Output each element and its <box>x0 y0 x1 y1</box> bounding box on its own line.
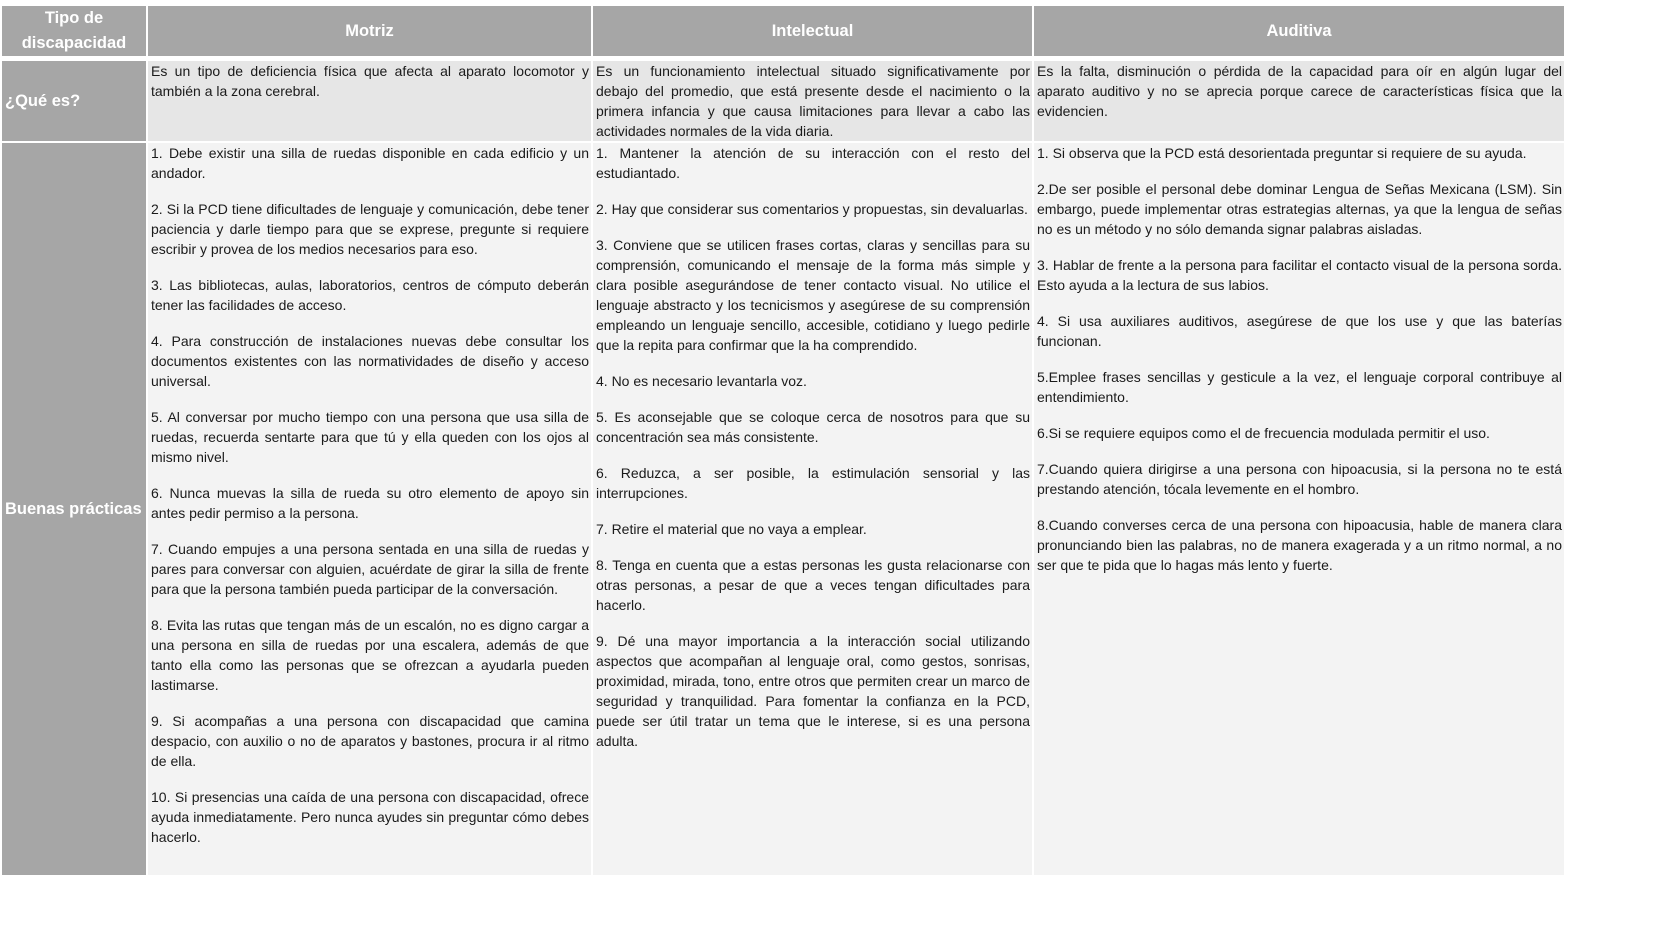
practice-item: 5. Al conversar por mucho tiempo con una persona que usa silla de ruedas, recuerda sentarte para que tú y ella queden con los ojos al mismo nivel. <box>151 409 589 465</box>
practice-item: 10. Si presencias una caída de una persona con discapacidad, ofrece ayuda inmediatamente. Pero nunca ayudes sin preguntar cómo debes hacerlo. <box>151 789 589 845</box>
practice-item: 2. Hay que considerar sus comentarios y propuestas, sin devaluarlas. <box>596 201 1028 217</box>
que-es-intelectual: Es un funcionamiento intelectual situado significativamente por debajo del promedio, que está presente desde el nacimiento o la primera infancia y que causa limitaciones para llevar a cabo las actividades normales de la vida diaria. <box>593 61 1034 143</box>
row-buenas-practicas <box>2 143 1564 875</box>
practice-item: 6. Nunca muevas la silla de rueda su otro elemento de apoyo sin antes pedir permiso a la persona. <box>151 485 589 521</box>
disability-table <box>2 6 1564 875</box>
practice-item: 2. Si la PCD tiene dificultades de lenguaje y comunicación, debe tener paciencia y darle tiempo para que se exprese, pregunte si requiere escribir y provea de los medios necesarios para eso. <box>151 201 589 257</box>
practice-item: 5.Emplee frases sencillas y gesticule a la vez, el lenguaje corporal contribuye al entendimiento. <box>1037 369 1562 405</box>
practice-item: 5. Es aconsejable que se coloque cerca de nosotros para que su concentración sea más consistente. <box>596 409 1030 445</box>
practice-item: 9. Si acompañas a una persona con discapacidad que camina despacio, con auxilio o no de aparatos y bastones, procura ir al ritmo de ella. <box>151 713 589 769</box>
practice-item: 3. Las bibliotecas, aulas, laboratorios, centros de cómputo deberán tener las facilidades de acceso. <box>151 277 589 313</box>
disability-table-container <box>2 6 1564 875</box>
practice-item: 6. Reduzca, a ser posible, la estimulación sensorial y las interrupciones. <box>596 465 1030 501</box>
buenas-practicas-intelectual <box>593 143 1034 875</box>
practice-item: 4. No es necesario levantarla voz. <box>596 373 807 389</box>
practice-item: 4. Si usa auxiliares auditivos, asegúrese de que los use y que las baterías funcionan. <box>1037 313 1562 349</box>
practice-item: 7. Cuando empujes a una persona sentada en una silla de ruedas y pares para conversar con alguien, acuérdate de girar la silla de frente para que la persona también pueda participar de la conversación. <box>151 541 589 597</box>
practice-item: 7. Retire el material que no vaya a emplear. <box>596 521 867 537</box>
practice-item: 6.Si se requiere equipos como el de frecuencia modulada permitir el uso. <box>1037 425 1490 441</box>
header-row <box>2 6 1564 56</box>
que-es-motriz: Es un tipo de deficiencia física que afecta al aparato locomotor y también a la zona cerebral. <box>148 61 593 143</box>
row-que-es <box>2 61 1564 143</box>
row-label-buenas-practicas: Buenas prácticas <box>2 143 148 875</box>
practice-item: 2.De ser posible el personal debe dominar Lengua de Señas Mexicana (LSM). Sin embargo, puede implementar otras estrategias alternas, ya que la lengua de señas no es un método y no sólo demanda signar palabras aisladas. <box>1037 181 1562 237</box>
practice-item: 4. Para construcción de instalaciones nuevas debe consultar los documentos existentes con las normatividades de diseño y acceso universal. <box>151 333 589 389</box>
practice-item: 8. Tenga en cuenta que a estas personas les gusta relacionarse con otras personas, a pesar de que a veces tengan dificultades para hacerlo. <box>596 557 1030 613</box>
practice-item: 8.Cuando converses cerca de una persona con hipoacusia, hable de manera clara pronunciando bien las palabras, no de manera exagerada y a un ritmo normal, a no ser que te pida que lo hagas más lento y fuerte. <box>1037 517 1562 573</box>
row-label-que-es: ¿Qué es? <box>2 61 148 143</box>
buenas-practicas-motriz <box>148 143 593 875</box>
practice-item: 9. Dé una mayor importancia a la interacción social utilizando aspectos que acompañan al lenguaje oral, como gestos, sonrisas, proximidad, mirada, tono, entre otros que permiten crear un marco de seguridad y tranquilidad. Para fomentar la confianza en la PCD, puede ser útil tratar un tema que le interese, si es una persona adulta. <box>596 633 1030 749</box>
practice-item: 8. Evita las rutas que tengan más de un escalón, no es digno cargar a una persona en silla de ruedas por una escalera, además de que tanto ella como las personas que se ofrezcan a ayudarla pueden lastimarse. <box>151 617 589 693</box>
practice-item: 1. Si observa que la PCD está desorientada preguntar si requiere de su ayuda. <box>1037 145 1527 161</box>
practice-item: 3. Hablar de frente a la persona para facilitar el contacto visual de la persona sorda. Esto ayuda a la lectura de sus labios. <box>1037 257 1562 293</box>
que-es-auditiva: Es la falta, disminución o pérdida de la capacidad para oír en algún lugar del aparato auditivo y no se aprecia porque carece de características física que la evidencien. <box>1034 61 1564 143</box>
buenas-practicas-auditiva <box>1034 143 1564 875</box>
header-intelectual: Intelectual <box>593 6 1034 56</box>
practice-item: 3. Conviene que se utilicen frases cortas, claras y sencillas para su comprensión, comunicando el mensaje de la forma más simple y clara posible asegurándose de tener contacto visual. No utilice el lenguaje abstracto y los tecnicismos y asegúrese de su comprensión empleando un lenguaje sencillo, accesible, cotidiano y luego pedirle que la repita para confirmar que la ha comprendido. <box>596 237 1030 353</box>
header-auditiva: Auditiva <box>1034 6 1564 56</box>
header-tipo-de-discapacidad: Tipo de discapacidad <box>2 6 148 56</box>
practice-item: 1. Debe existir una silla de ruedas disponible en cada edificio y un andador. <box>151 145 589 181</box>
practice-item: 1. Mantener la atención de su interacción con el resto del estudiantado. <box>596 145 1030 181</box>
header-motriz: Motriz <box>148 6 593 56</box>
practice-item: 7.Cuando quiera dirigirse a una persona con hipoacusia, si la persona no te está prestando atención, tócala levemente en el hombro. <box>1037 461 1562 497</box>
